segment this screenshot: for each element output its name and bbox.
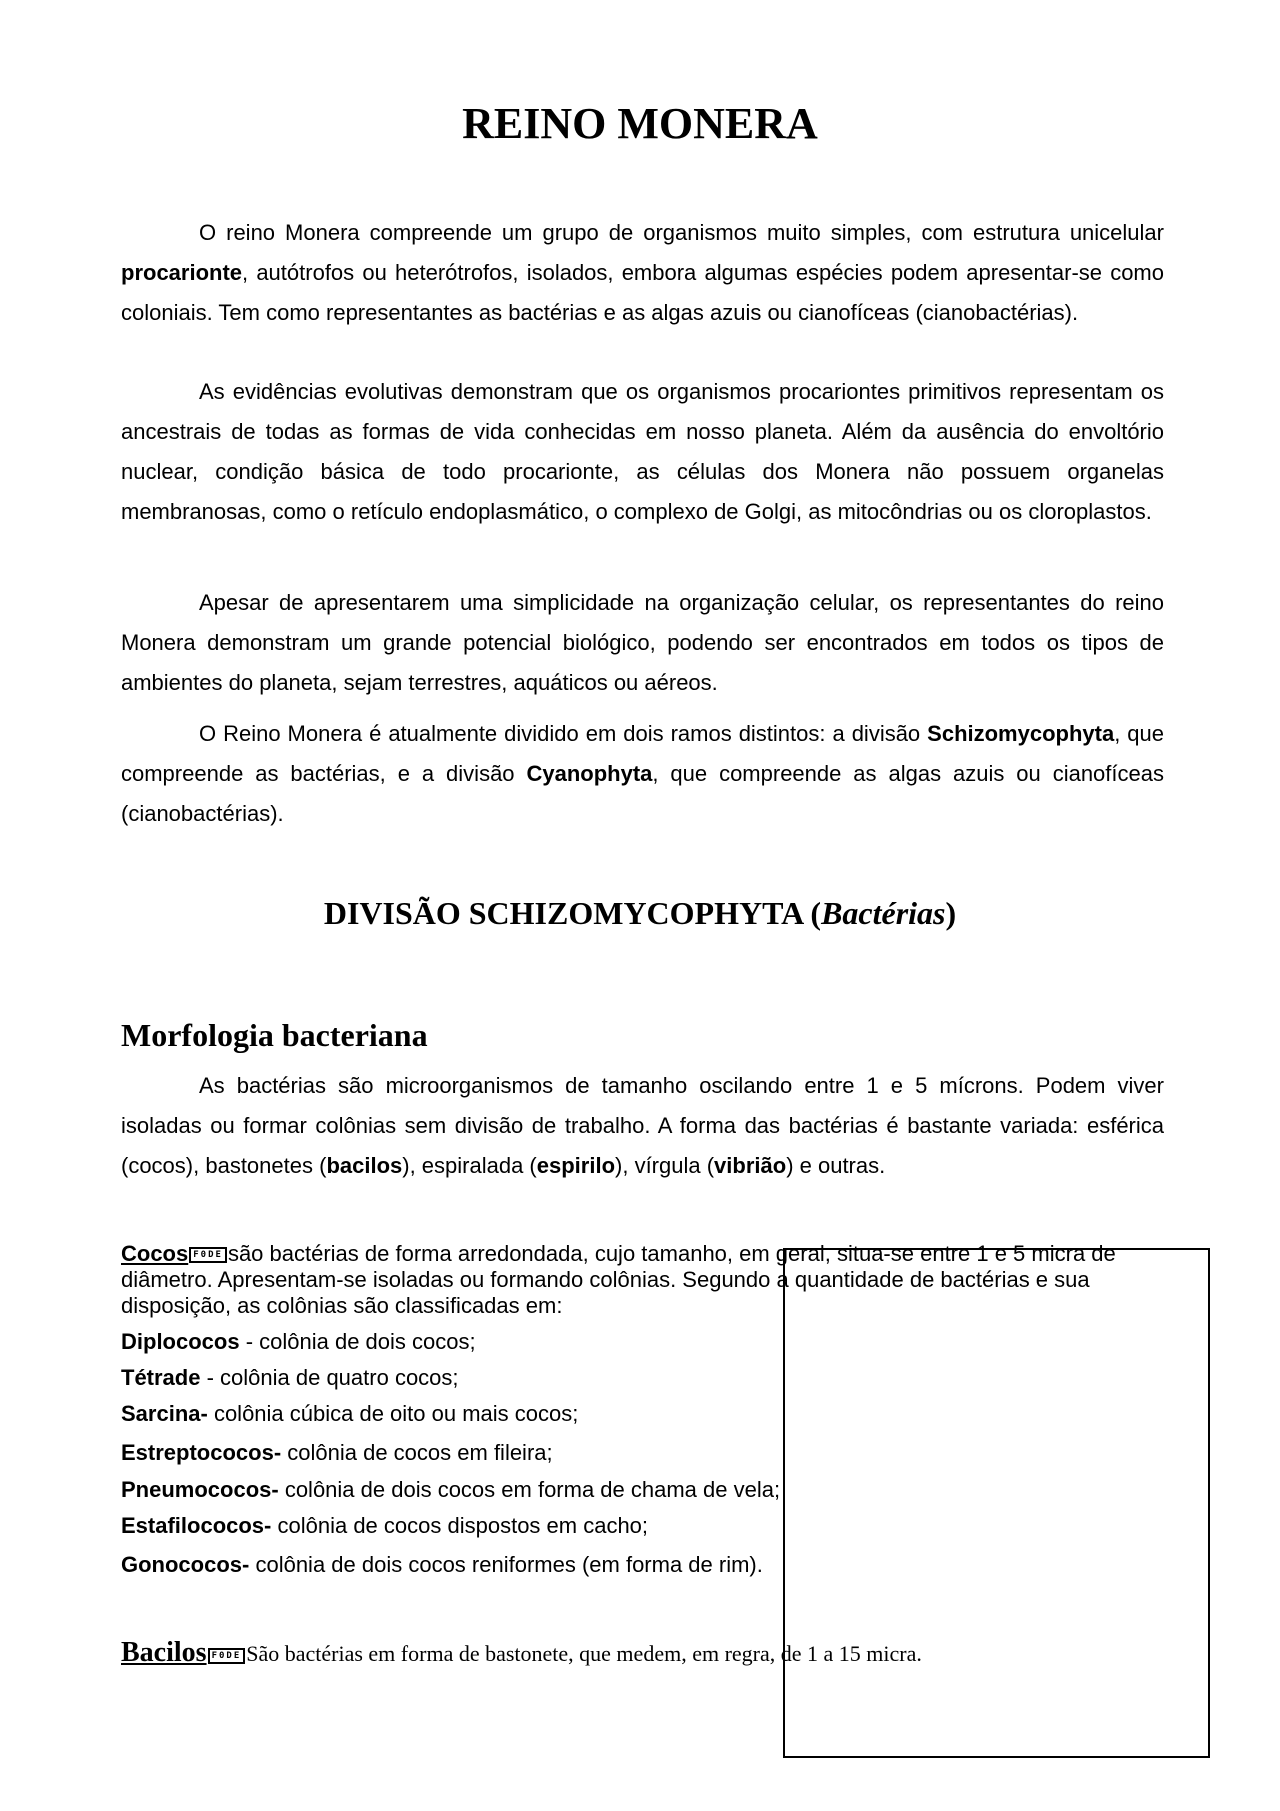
list-item-desc: - colônia de dois cocos; [239,1329,476,1354]
page-title: REINO MONERA [462,99,818,148]
list-item-desc: colônia de dois cocos reniformes (em forma de rim). [249,1552,763,1577]
bold-term-espirilo: espirilo [536,1153,616,1178]
morfologia-text: As bactérias são microorganismos de tamanho oscilando entre 1 e 5 mícrons. Podem viver isoladas ou formar colônias sem divisão de trabalho. A forma das bactérias é bastante variada: esférica (cocos), bastonetes ( [121,1073,1164,1178]
bold-term-procarionte: procarionte [121,260,243,285]
intro-paragraph-4 [121,714,1164,834]
cocos-text: são bactérias de forma arredondada, cujo tamanho, em geral, situa-se entre 1 e 5 micra de diâmetro. Apresentam-se isoladas ou formando colônias. Segundo a quantidade de bactérias e sua disposição, as colônias são classificadas em: [121,1241,1116,1318]
intro-text: , que compreende as algas azuis ou cianofíceas (cianobactérias). [121,761,1164,826]
list-item [121,1552,763,1578]
intro-paragraph-1 [121,213,1164,333]
list-item-term: Gonococos- [121,1552,250,1577]
morfologia-text: ), vírgula ( [615,1153,715,1178]
bold-term-vibriao: vibrião [714,1153,787,1178]
intro-text: , que compreende as bactérias, e a divisão [121,721,1164,786]
list-item [121,1440,553,1466]
field-marker: F0DE [189,1247,227,1263]
intro-paragraph-3: Apesar de apresentarem uma simplicidade na organização celular, os representantes do reino Monera demonstram um grande potencial biológico, podendo ser encontrados em todos os tipos de ambientes do planeta, sejam terrestres, aquáticos ou aéreos. [121,590,1164,695]
bacilos-text: São bactérias em forma de bastonete, que medem, em regra, de 1 a 15 micra. [246,1641,922,1666]
list-item [121,1365,459,1391]
list-item-term: Diplococos [121,1329,240,1354]
list-item-term: Pneumococos- [121,1477,279,1502]
bacilos-term: Bacilos [121,1637,207,1668]
division-heading [0,895,1280,932]
list-item [121,1477,780,1503]
division-heading-text: ) [945,895,957,931]
list-item-desc: colônia de cocos em fileira; [281,1440,553,1465]
list-item-desc: - colônia de quatro cocos; [200,1365,459,1390]
list-item [121,1401,578,1427]
list-item-term: Sarcina- [121,1401,208,1426]
list-item-desc: colônia de cocos dispostos em cacho; [271,1513,649,1538]
intro-text: O Reino Monera é atualmente dividido em dois ramos distintos: a divisão [199,721,928,746]
bold-term-bacilos: bacilos [326,1153,403,1178]
morfologia-text: ), espiralada ( [402,1153,537,1178]
intro-paragraph-2: As evidências evolutivas demonstram que os organismos procariontes primitivos representam os ancestrais de todas as formas de vida conhecidas em nosso planeta. Além da ausência do envoltório nuclear, condição básica de todo procarionte, as células dos Monera não possuem organelas membranosas, como o retículo endoplasmático, o complexo de Golgi, as mitocôndrias ou os cloroplastos. [121,379,1164,524]
division-heading-italic: Bactérias [821,895,946,931]
division-heading-text: DIVISÃO SCHIZOMYCOPHYTA ( [323,895,822,931]
list-item [121,1513,648,1539]
bold-term-schizomycophyta: Schizomycophyta [927,721,1115,746]
list-item-desc: colônia cúbica de oito ou mais cocos; [207,1401,579,1426]
morfologia-paragraph [121,1066,1164,1186]
section-heading-morfologia: Morfologia bacteriana [121,1017,428,1053]
list-item-term: Estafilococos- [121,1513,272,1538]
intro-text: , autótrofos ou heterótrofos, isolados, embora algumas espécies podem apresentar-se como coloniais. Tem como representantes as bactérias e as algas azuis ou cianofíceas (cianobactérias). [121,260,1164,325]
bold-term-cyanophyta: Cyanophyta [526,761,653,786]
image-frame-placeholder [783,1248,1210,1758]
cocos-term: Cocos [121,1241,189,1266]
list-item-term: Tétrade [121,1365,201,1390]
list-item-term: Estreptococos- [121,1440,282,1465]
list-item-desc: colônia de dois cocos em forma de chama de vela; [278,1477,781,1502]
intro-text: O reino Monera compreende um grupo de organismos muito simples, com estrutura unicelular [199,220,1164,245]
list-item [121,1329,476,1355]
field-marker: F0DE [208,1648,246,1664]
morfologia-text: ) e outras. [786,1153,886,1178]
